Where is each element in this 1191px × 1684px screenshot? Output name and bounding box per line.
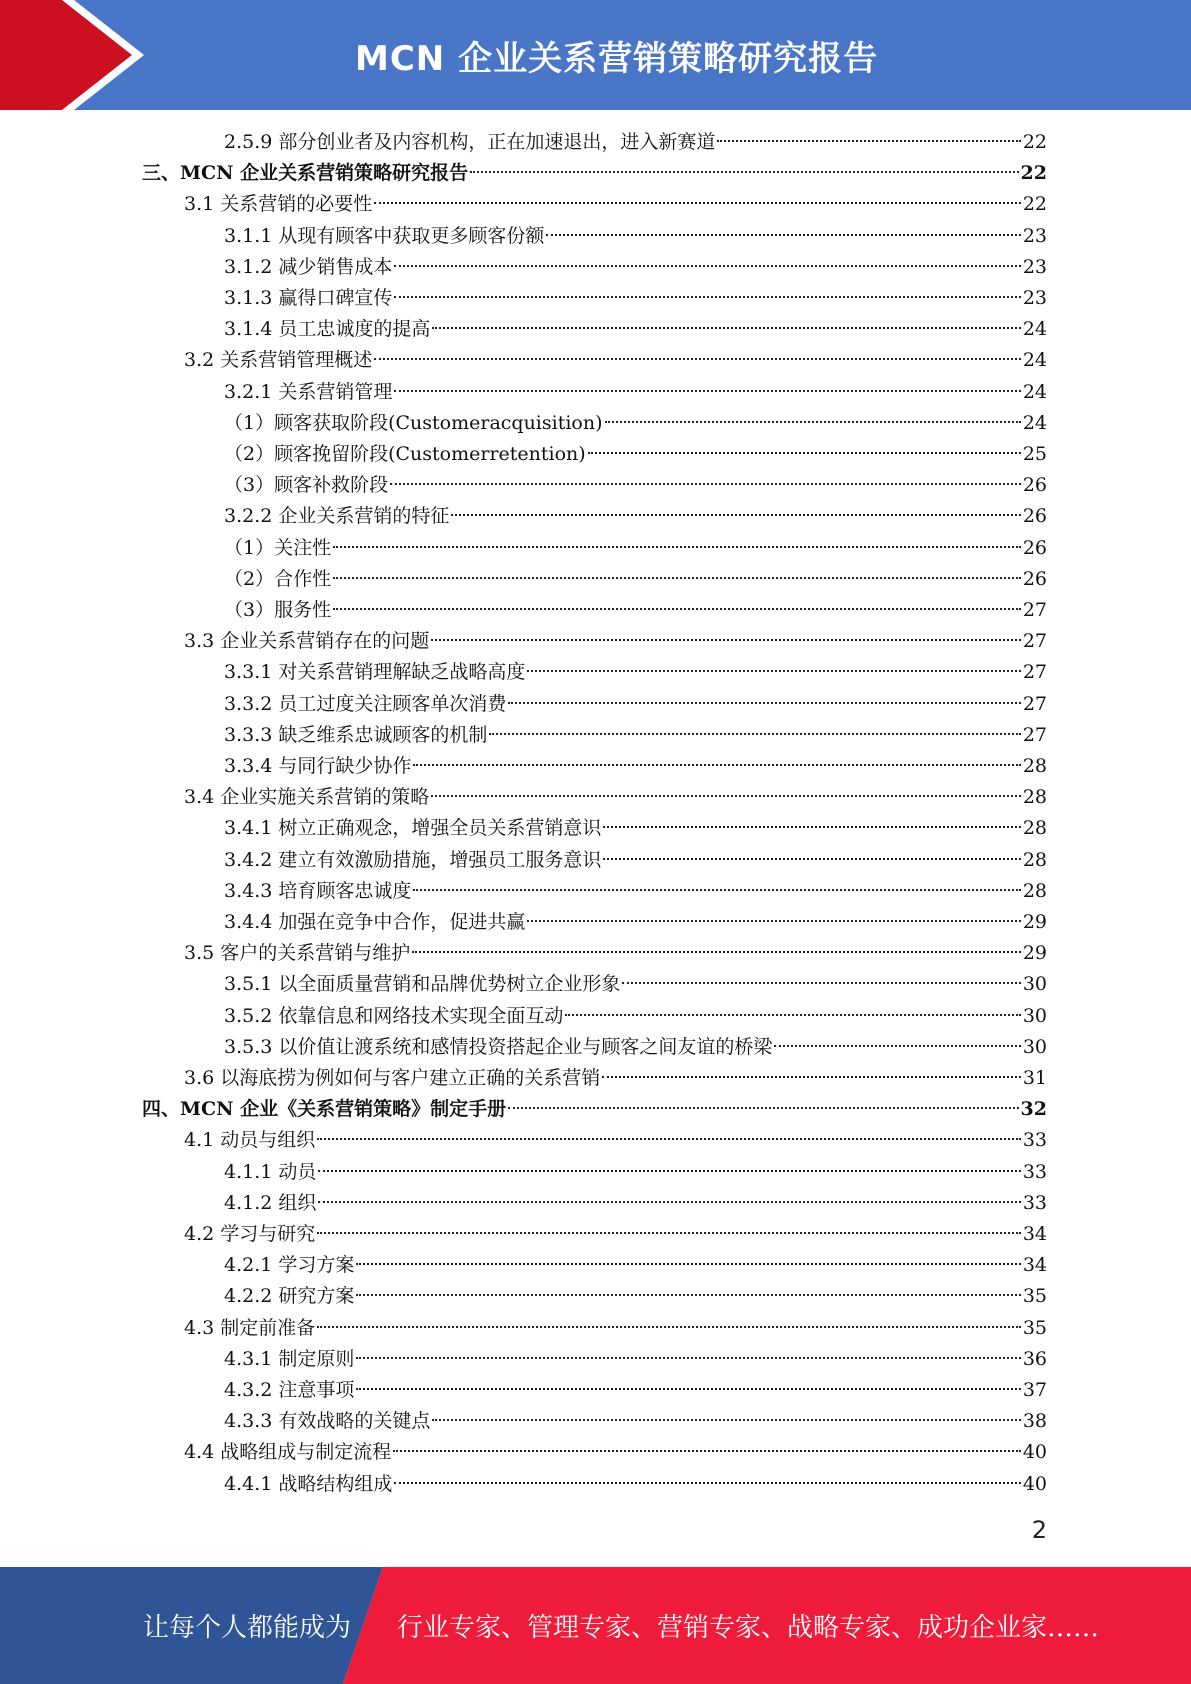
toc-dot-leader	[432, 326, 1020, 329]
toc-entry-page-number: 23	[1022, 255, 1047, 278]
toc-entry[interactable]	[224, 1469, 1047, 1500]
toc-entry-page-number: 31	[1022, 1067, 1047, 1089]
toc-entry-page-number: 38	[1022, 1410, 1047, 1433]
toc-entry[interactable]	[224, 969, 1047, 1000]
toc-entry[interactable]	[224, 1001, 1047, 1032]
toc-entry[interactable]	[224, 657, 1047, 688]
toc-entry-page-number: 30	[1022, 973, 1047, 996]
toc-dot-leader	[431, 794, 1021, 797]
toc-entry-page-number: 30	[1022, 1035, 1047, 1058]
toc-entry[interactable]	[142, 158, 1047, 189]
toc-entry-page-number: 24	[1022, 349, 1047, 372]
toc-entry[interactable]	[184, 626, 1047, 657]
toc-entry-page-number: 32	[1020, 1098, 1047, 1121]
toc-entry-page-number: 34	[1022, 1254, 1047, 1277]
toc-dot-leader	[333, 576, 1021, 579]
toc-entry-page-number: 27	[1022, 599, 1047, 621]
toc-entry-title: 3.4.3 培育顾客忠诚度	[224, 879, 412, 902]
toc-dot-leader	[431, 638, 1021, 641]
toc-entry-page-number: 24	[1022, 411, 1047, 434]
toc-entry[interactable]	[224, 408, 1047, 439]
toc-dot-leader	[432, 1418, 1020, 1421]
toc-entry-page-number: 34	[1022, 1223, 1047, 1245]
toc-dot-leader	[394, 1481, 1020, 1484]
footer-slogan-left: 让每个人都能成为	[143, 1613, 352, 1643]
toc-dot-leader	[374, 357, 1021, 360]
toc-entry-title: 3.2.1 关系营销管理	[224, 380, 393, 403]
toc-entry-title: 3.6 以海底捞为例如何与客户建立正确的关系营销	[184, 1067, 601, 1089]
toc-entry[interactable]	[224, 533, 1047, 564]
toc-entry-page-number: 26	[1022, 567, 1047, 590]
toc-entry-title: 3.4 企业实施关系营销的策略	[184, 786, 430, 809]
toc-entry[interactable]	[184, 782, 1047, 813]
toc-entry-page-number: 28	[1022, 817, 1047, 840]
toc-entry-title: 3.2.2 企业关系营销的特征	[224, 505, 450, 528]
toc-dot-leader	[390, 482, 1021, 485]
toc-entry-page-number: 29	[1022, 942, 1047, 965]
toc-entry-page-number: 28	[1022, 879, 1047, 902]
toc-entry-title: 3.1.1 从现有顾客中获取更多顾客份额	[224, 224, 545, 247]
toc-entry[interactable]	[224, 564, 1047, 595]
toc-dot-leader	[317, 1231, 1021, 1234]
toc-entry-title: 3.3.2 员工过度关注顾客单次消费	[224, 692, 507, 715]
toc-entry-title: 4.3.1 制定原则	[224, 1347, 355, 1370]
toc-entry-title: （2）顾客挽留阶段(Customerretention)	[224, 443, 586, 465]
toc-entry-title: 4.2.2 研究方案	[224, 1285, 355, 1308]
toc-entry[interactable]	[224, 501, 1047, 532]
toc-entry[interactable]	[224, 595, 1047, 626]
toc-entry-page-number: 26	[1022, 536, 1047, 559]
toc-entry[interactable]	[224, 1344, 1047, 1375]
toc-entry-page-number: 29	[1022, 911, 1047, 933]
toc-entry-title: 4.1.1 动员	[224, 1160, 317, 1183]
toc-entry-title: 四、MCN 企业《关系营销策略》制定手册	[142, 1098, 507, 1121]
toc-entry-title: 4.1.2 组织	[224, 1191, 317, 1214]
toc-entry[interactable]	[224, 221, 1047, 252]
toc-dot-leader	[412, 950, 1021, 953]
toc-entry-title: 3.4.1 树立正确观念，增强全员关系营销意识	[224, 817, 602, 840]
toc-dot-leader	[588, 451, 1021, 454]
toc-dot-leader	[717, 139, 1020, 142]
toc-entry-page-number: 26	[1022, 474, 1047, 497]
toc-entry[interactable]	[224, 314, 1047, 345]
toc-dot-leader	[356, 1356, 1020, 1359]
toc-entry[interactable]	[224, 127, 1047, 158]
toc-entry[interactable]	[184, 1063, 1047, 1094]
toc-entry-page-number: 40	[1022, 1472, 1047, 1495]
toc-dot-leader	[318, 1200, 1020, 1203]
toc-entry-page-number: 23	[1022, 287, 1047, 309]
toc-entry-page-number: 24	[1022, 380, 1047, 403]
document-title: MCN 企业关系营销策略研究报告	[355, 38, 879, 79]
toc-dot-leader	[603, 825, 1020, 828]
toc-entry[interactable]	[224, 876, 1047, 907]
toc-entry[interactable]	[224, 751, 1047, 782]
toc-entry-title: （1）顾客获取阶段(Customeracquisition)	[224, 411, 603, 434]
toc-entry-page-number: 25	[1022, 443, 1047, 465]
toc-entry[interactable]	[224, 689, 1047, 720]
toc-entry[interactable]	[184, 1125, 1047, 1156]
toc-entry-title: （3）服务性	[224, 599, 332, 621]
toc-entry-title: 三、MCN 企业关系营销策略研究报告	[142, 162, 469, 185]
toc-entry[interactable]	[224, 1188, 1047, 1219]
toc-entry-page-number: 40	[1022, 1441, 1047, 1464]
toc-dot-leader	[565, 1013, 1020, 1016]
toc-dot-leader	[527, 919, 1020, 922]
toc-entry-title: （3）顾客补救阶段	[224, 474, 389, 497]
toc-entry-page-number: 27	[1022, 630, 1047, 653]
toc-entry-page-number: 27	[1022, 723, 1047, 746]
toc-dot-leader	[356, 1293, 1020, 1296]
toc-entry-page-number: 24	[1022, 318, 1047, 341]
toc-entry[interactable]	[224, 720, 1047, 751]
toc-dot-leader	[602, 1075, 1021, 1078]
toc-entry[interactable]	[184, 1219, 1047, 1250]
toc-entry-title: 3.1.4 员工忠诚度的提高	[224, 318, 431, 341]
toc-entry-page-number: 37	[1022, 1379, 1047, 1401]
toc-entry-title: 4.3.2 注意事项	[224, 1379, 355, 1401]
toc-dot-leader	[374, 201, 1021, 204]
toc-entry-page-number: 28	[1022, 755, 1047, 777]
toc-dot-leader	[470, 170, 1018, 173]
toc-entry-title: 3.5.1 以全面质量营销和品牌优势树立企业形象	[224, 973, 621, 996]
toc-entry-title: 4.4.1 战略结构组成	[224, 1472, 393, 1495]
toc-dot-leader	[508, 1106, 1018, 1109]
toc-entry[interactable]	[224, 252, 1047, 283]
toc-entry-title: 3.3.1 对关系营销理解缺乏战略高度	[224, 661, 526, 684]
toc-dot-leader	[605, 420, 1021, 423]
toc-entry-title: 4.2 学习与研究	[184, 1223, 316, 1245]
header-arrow-decoration	[0, 0, 160, 110]
toc-dot-leader	[394, 389, 1020, 392]
toc-entry-page-number: 35	[1022, 1316, 1047, 1339]
page-footer	[0, 1567, 1191, 1684]
toc-entry-title: 4.3.3 有效战略的关键点	[224, 1410, 431, 1433]
toc-entry[interactable]	[224, 813, 1047, 844]
toc-dot-leader	[774, 1044, 1020, 1047]
toc-entry-page-number: 30	[1022, 1004, 1047, 1027]
toc-entry-page-number: 26	[1022, 505, 1047, 528]
toc-entry[interactable]	[224, 907, 1047, 938]
footer-slogan-right: 行业专家、管理专家、营销专家、战略专家、成功企业家……	[397, 1613, 1100, 1643]
toc-entry[interactable]	[224, 283, 1047, 314]
toc-entry-title: 3.1 关系营销的必要性	[184, 193, 373, 216]
toc-entry-page-number: 27	[1022, 692, 1047, 715]
toc-entry-title: 4.4 战略组成与制定流程	[184, 1441, 392, 1464]
toc-dot-leader	[356, 1387, 1020, 1390]
toc-entry[interactable]	[224, 1281, 1047, 1312]
toc-dot-leader	[622, 981, 1020, 984]
toc-entry-title: 4.1 动员与组织	[184, 1129, 316, 1152]
toc-entry-title: 3.3.4 与同行缺少协作	[224, 755, 412, 777]
toc-entry[interactable]	[224, 1375, 1047, 1406]
toc-entry-title: 3.4.2 建立有效激励措施，增强员工服务意识	[224, 848, 602, 871]
toc-entry[interactable]	[224, 1032, 1047, 1063]
toc-dot-leader	[318, 1169, 1020, 1172]
toc-entry-title: 4.2.1 学习方案	[224, 1254, 355, 1277]
toc-dot-leader	[393, 1449, 1021, 1452]
toc-entry[interactable]	[224, 377, 1047, 408]
toc-entry-title: 3.5 客户的关系营销与维护	[184, 942, 411, 965]
toc-entry[interactable]	[184, 1313, 1047, 1344]
toc-entry[interactable]	[184, 938, 1047, 969]
toc-entry-title: 3.2 关系营销管理概述	[184, 349, 373, 372]
toc-entry[interactable]	[184, 189, 1047, 220]
page-number: 2	[1031, 1516, 1047, 1544]
toc-entry-page-number: 27	[1022, 661, 1047, 684]
toc-dot-leader	[317, 1325, 1021, 1328]
toc-entry[interactable]	[224, 1250, 1047, 1281]
toc-entry[interactable]	[184, 1437, 1047, 1468]
toc-entry-title: 3.1.2 减少销售成本	[224, 255, 393, 278]
toc-dot-leader	[333, 607, 1021, 610]
toc-entry-page-number: 22	[1020, 162, 1047, 185]
toc-dot-leader	[508, 701, 1020, 704]
toc-entry[interactable]	[224, 439, 1047, 470]
toc-entry-title: 4.3 制定前准备	[184, 1316, 316, 1339]
toc-dot-leader	[527, 669, 1020, 672]
toc-entry-title: 3.3 企业关系营销存在的问题	[184, 630, 430, 653]
toc-dot-leader	[603, 857, 1020, 860]
toc-entry-title: 3.5.3 以价值让渡系统和感情投资搭起企业与顾客之间友谊的桥梁	[224, 1035, 773, 1058]
toc-dot-leader	[546, 233, 1020, 236]
toc-entry-page-number: 35	[1022, 1285, 1047, 1308]
toc-entry-title: 3.5.2 依靠信息和网络技术实现全面互动	[224, 1004, 564, 1027]
toc-entry-title: 3.4.4 加强在竞争中合作，促进共赢	[224, 911, 526, 933]
toc-dot-leader	[489, 732, 1020, 735]
toc-dot-leader	[413, 888, 1020, 891]
toc-entry[interactable]	[224, 1157, 1047, 1188]
toc-entry[interactable]	[224, 470, 1047, 501]
toc-entry-page-number: 33	[1022, 1191, 1047, 1214]
toc-dot-leader	[394, 295, 1020, 298]
toc-entry-page-number: 33	[1022, 1129, 1047, 1152]
toc-entry[interactable]	[184, 345, 1047, 376]
toc-entry-page-number: 33	[1022, 1160, 1047, 1183]
toc-dot-leader	[317, 1137, 1021, 1140]
toc-dot-leader	[333, 545, 1021, 548]
toc-entry[interactable]	[224, 1406, 1047, 1437]
toc-entry[interactable]	[142, 1094, 1047, 1125]
toc-entry[interactable]	[224, 845, 1047, 876]
toc-entry-title: （1）关注性	[224, 536, 332, 559]
toc-entry-page-number: 22	[1022, 193, 1047, 216]
toc-entry-page-number: 22	[1022, 131, 1047, 153]
toc-entry-title: 2.5.9 部分创业者及内容机构，正在加速退出，进入新赛道	[224, 131, 716, 153]
toc-entry-page-number: 23	[1022, 224, 1047, 247]
toc-dot-leader	[356, 1262, 1020, 1265]
toc-entry-title: 3.1.3 赢得口碑宣传	[224, 287, 393, 309]
toc-entry-page-number: 36	[1022, 1347, 1047, 1370]
toc-dot-leader	[413, 763, 1020, 766]
toc-entry-title: （2）合作性	[224, 567, 332, 590]
toc-dot-leader	[394, 264, 1020, 267]
toc-entry-title: 3.3.3 缺乏维系忠诚顾客的机制	[224, 723, 488, 746]
toc-entry-page-number: 28	[1022, 786, 1047, 809]
toc-dot-leader	[451, 513, 1020, 516]
toc-entry-page-number: 28	[1022, 848, 1047, 871]
page-header	[0, 0, 1191, 110]
